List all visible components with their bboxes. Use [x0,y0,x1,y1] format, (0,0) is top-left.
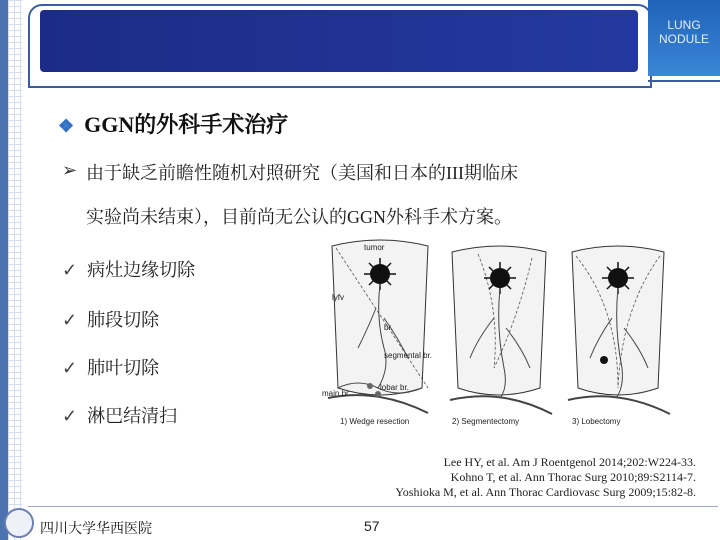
resection-diagram [318,238,710,438]
resection-illustration [318,238,710,438]
label-segmental-br: segmental br. [384,351,433,360]
list-item [62,306,159,332]
list-item [62,256,195,282]
header-badge [648,0,720,76]
page-number: 57 [364,518,380,534]
header-band [40,10,638,72]
section-title-text: GGN的外科手术治疗 [84,112,289,137]
badge-line1: LUNG [667,18,701,32]
diamond-bullet-icon: ❖ [58,116,75,136]
lobectomy-panel [568,246,670,426]
references [330,455,696,500]
label-lobar-br: lobar br. [380,383,409,392]
reference-line: Kohno T, et al. Ann Thorac Surg 2010;89:S2114-7. [450,470,696,484]
label-br: br. [384,323,393,332]
hospital-logo-icon [4,508,34,538]
list-item [62,354,159,380]
check-icon: ✓ [62,260,78,280]
label-lyfv: lyfv [332,293,344,302]
left-stripe [0,0,8,540]
check-icon: ✓ [62,406,78,426]
caption-lobectomy: 3) Lobectomy [572,417,621,426]
check-icon: ✓ [62,358,78,378]
paragraph-line-2: 实验尚未结束），目前尚无公认的GGN外科手术方案。 [86,207,512,227]
list-item [62,402,177,428]
badge-line2: NODULE [658,32,709,46]
label-main-br: main br. [322,389,351,398]
reference-line: Yoshioka M, et al. Ann Thorac Cardiovasc Surg 2009;15:82-8. [395,485,696,499]
label-tumor: tumor [364,243,385,252]
list-item-label: 病灶边缘切除 [87,260,196,280]
caption-wedge: 1) Wedge resection [340,417,410,426]
section-title [58,108,288,139]
reference-line: Lee HY, et al. Am J Roentgenol 2014;202:W224-33. [443,455,696,469]
paragraph-line-1: 由于缺乏前瞻性随机对照研究（美国和日本的III期临床 [86,163,518,183]
footer-divider [28,506,718,507]
institution-name: 四川大学华西医院 [40,521,152,537]
segmentectomy-panel [450,246,552,426]
list-item-label: 肺叶切除 [87,358,160,378]
header-divider [648,80,720,82]
check-icon: ✓ [62,310,78,330]
caption-segmentectomy: 2) Segmentectomy [452,417,520,426]
list-item-label: 淋巴结清扫 [87,406,178,426]
list-item-label: 肺段切除 [87,310,160,330]
wedge-panel [322,240,432,426]
arrow-bullet-icon: ➢ [62,160,78,180]
left-grid-pattern [8,0,22,540]
